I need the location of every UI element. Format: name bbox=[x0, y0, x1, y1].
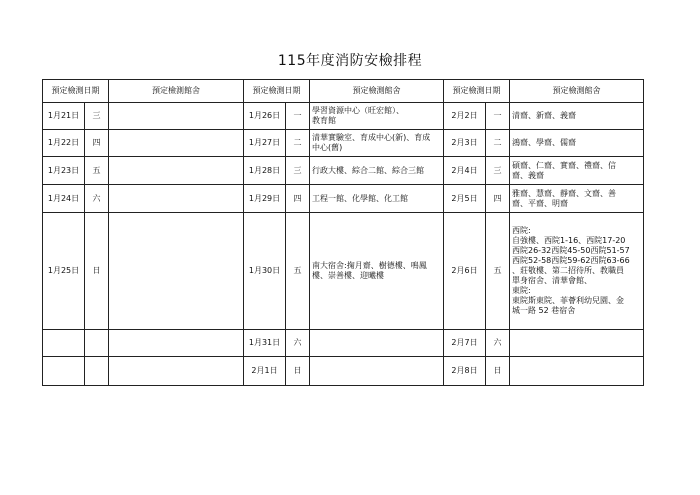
venue-cell bbox=[109, 356, 244, 385]
weekday-cell: 五 bbox=[286, 213, 310, 330]
venue-cell: 碩齋、仁齋、實齋、禮齋、信 齋、義齋 bbox=[510, 157, 644, 185]
date-cell: 1月31日 bbox=[244, 329, 286, 356]
date-cell: 1月21日 bbox=[43, 103, 85, 130]
venue-cell: 清華實驗室、育成中心(新)、育成 中心(舊) bbox=[310, 130, 444, 157]
date-cell: 1月30日 bbox=[244, 213, 286, 330]
weekday-cell: 四 bbox=[286, 185, 310, 213]
date-cell: 2月8日 bbox=[444, 356, 486, 385]
date-cell: 1月26日 bbox=[244, 103, 286, 130]
date-cell: 1月27日 bbox=[244, 130, 286, 157]
weekday-cell: 六 bbox=[286, 329, 310, 356]
table-row bbox=[43, 130, 644, 157]
page-title: 115年度消防安檢排程 bbox=[277, 53, 423, 69]
date-cell: 2月7日 bbox=[444, 329, 486, 356]
date-cell: 2月1日 bbox=[244, 356, 286, 385]
weekday-cell bbox=[85, 329, 109, 356]
header-row bbox=[43, 80, 644, 103]
venue-cell bbox=[510, 356, 644, 385]
header-venue-1: 預定檢測館舍 bbox=[109, 80, 244, 103]
weekday-cell: 三 bbox=[486, 157, 510, 185]
venue-cell bbox=[109, 130, 244, 157]
weekday-cell: 一 bbox=[486, 103, 510, 130]
weekday-cell: 三 bbox=[286, 157, 310, 185]
header-venue-3: 預定檢測館舍 bbox=[510, 80, 644, 103]
venue-cell bbox=[109, 329, 244, 356]
weekday-cell: 一 bbox=[286, 103, 310, 130]
table-row bbox=[43, 103, 644, 130]
weekday-cell: 二 bbox=[286, 130, 310, 157]
date-cell: 1月29日 bbox=[244, 185, 286, 213]
date-cell: 2月2日 bbox=[444, 103, 486, 130]
weekday-cell: 四 bbox=[486, 185, 510, 213]
venue-cell: 行政大樓、綜合二館、綜合三館 bbox=[310, 157, 444, 185]
table-row bbox=[43, 329, 644, 356]
weekday-cell: 日 bbox=[85, 213, 109, 330]
venue-cell: 西院: 自強樓、西院1-16、西院17-20 西院26-32西院45-50西院51-57 西院52-58西院59-62西院63-66 、莊敬樓、第二招待所、教職員 單身宿舍、清華會館、 東院: 東院斯東院、菲薈利幼兒園、金 城一路 52 巷宿舍 bbox=[510, 213, 644, 330]
weekday-cell: 六 bbox=[486, 329, 510, 356]
date-cell: 2月6日 bbox=[444, 213, 486, 330]
weekday-cell: 三 bbox=[85, 103, 109, 130]
venue-cell: 雅齋、慧齋、靜齋、文齋、善 齋、平齋、明齋 bbox=[510, 185, 644, 213]
header-date-2: 預定檢測日期 bbox=[244, 80, 310, 103]
venue-cell: 工程一館、化學館、化工館 bbox=[310, 185, 444, 213]
venue-cell: 南大宿舍:掬月齋、樹德樓、鳴鳳 樓、崇善樓、迎曦樓 bbox=[310, 213, 444, 330]
header-date-3: 預定檢測日期 bbox=[444, 80, 510, 103]
table-row bbox=[43, 185, 644, 213]
weekday-cell: 六 bbox=[85, 185, 109, 213]
date-cell: 2月5日 bbox=[444, 185, 486, 213]
date-cell: 1月24日 bbox=[43, 185, 85, 213]
venue-cell bbox=[310, 356, 444, 385]
weekday-cell: 五 bbox=[486, 213, 510, 330]
date-cell: 2月3日 bbox=[444, 130, 486, 157]
weekday-cell: 四 bbox=[85, 130, 109, 157]
table-row bbox=[43, 213, 644, 330]
table-row bbox=[43, 356, 644, 385]
header-date-1: 預定檢測日期 bbox=[43, 80, 109, 103]
date-cell: 1月28日 bbox=[244, 157, 286, 185]
date-cell: 2月4日 bbox=[444, 157, 486, 185]
header-venue-2: 預定檢測館舍 bbox=[310, 80, 444, 103]
weekday-cell: 五 bbox=[85, 157, 109, 185]
venue-cell bbox=[310, 329, 444, 356]
table-row bbox=[43, 157, 644, 185]
date-cell bbox=[43, 356, 85, 385]
venue-cell: 學習資源中心（旺宏館）、 教育館 bbox=[310, 103, 444, 130]
weekday-cell: 二 bbox=[486, 130, 510, 157]
weekday-cell: 日 bbox=[486, 356, 510, 385]
venue-cell bbox=[109, 103, 244, 130]
weekday-cell bbox=[85, 356, 109, 385]
venue-cell bbox=[109, 185, 244, 213]
date-cell bbox=[43, 329, 85, 356]
venue-cell bbox=[109, 157, 244, 185]
venue-cell bbox=[109, 213, 244, 330]
venue-cell: 鴻齋、學齋、儒齋 bbox=[510, 130, 644, 157]
date-cell: 1月22日 bbox=[43, 130, 85, 157]
date-cell: 1月23日 bbox=[43, 157, 85, 185]
venue-cell bbox=[510, 329, 644, 356]
schedule-table bbox=[42, 79, 644, 386]
venue-cell: 清齋、新齋、義齋 bbox=[510, 103, 644, 130]
weekday-cell: 日 bbox=[286, 356, 310, 385]
date-cell: 1月25日 bbox=[43, 213, 85, 330]
